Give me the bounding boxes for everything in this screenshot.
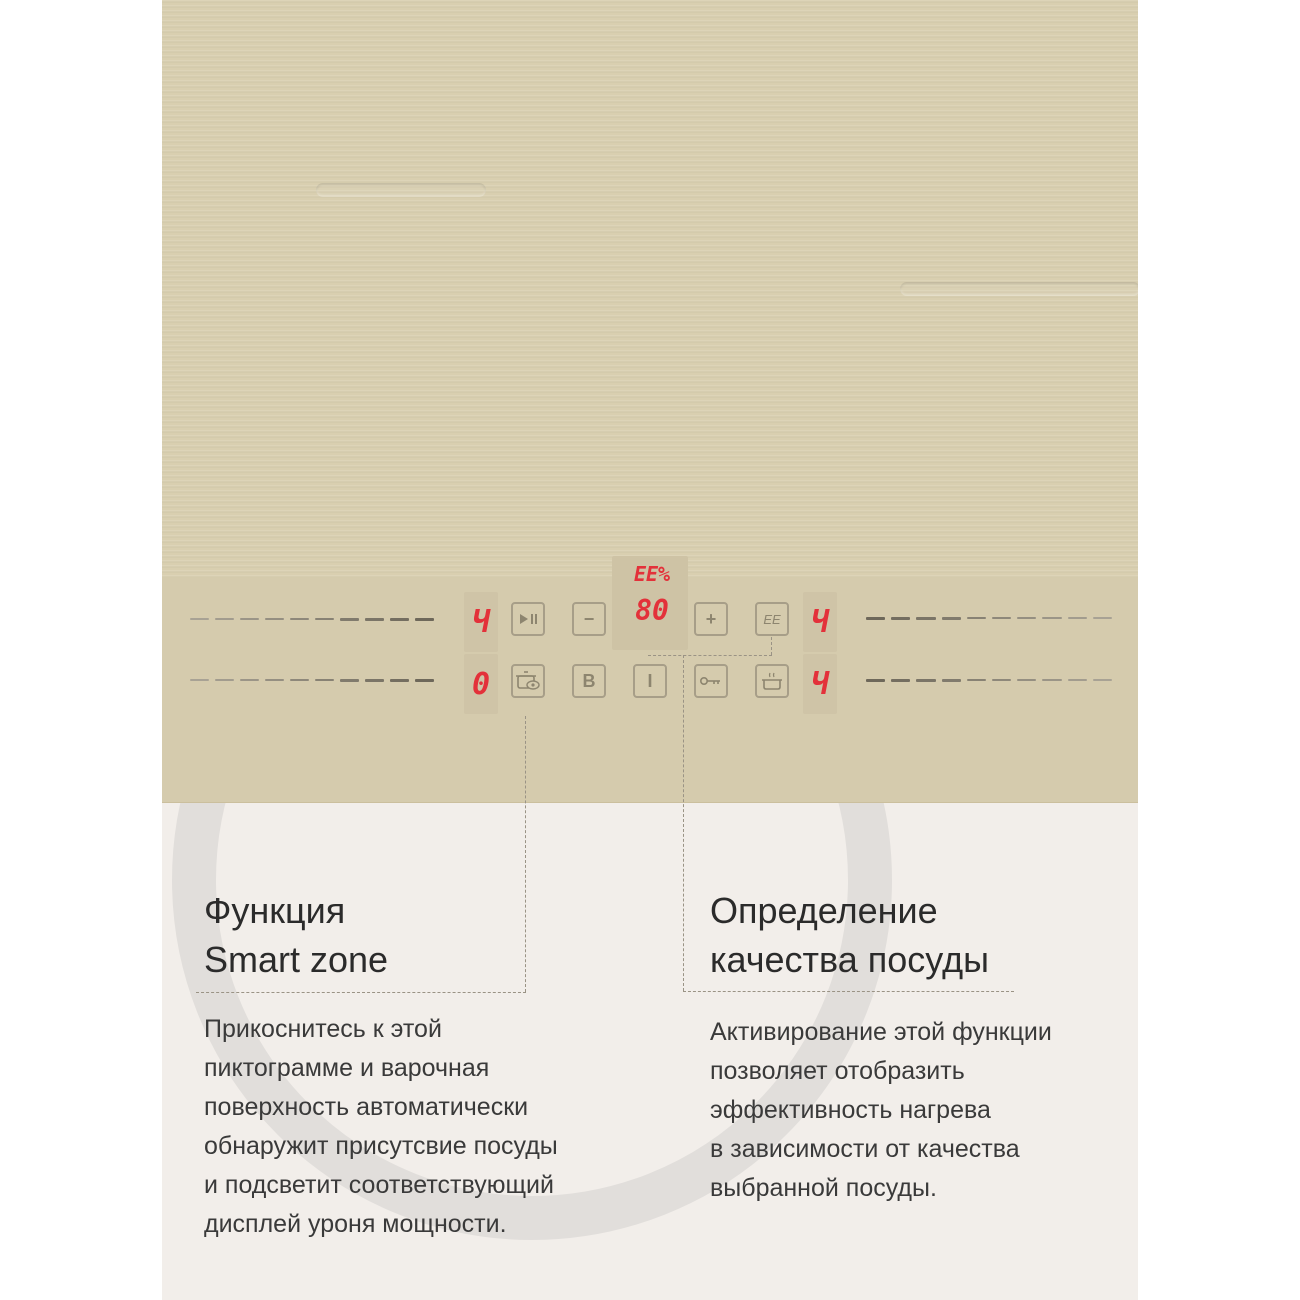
slider-segment bbox=[415, 618, 434, 621]
ee-button[interactable]: EE bbox=[755, 602, 789, 636]
slider-segment bbox=[967, 679, 986, 681]
cookware-quality-description: Активирование этой функции позволяет отобразить эффективность нагрева в зависимости от качества выбранной посуды. bbox=[710, 1018, 1052, 1202]
key-icon bbox=[699, 675, 723, 687]
slider-segment bbox=[942, 679, 961, 682]
cookware-icon bbox=[760, 671, 784, 691]
slider-segment bbox=[365, 618, 384, 621]
product-card bbox=[162, 0, 1138, 1300]
surface-groove bbox=[900, 282, 1138, 296]
slider-segment bbox=[390, 618, 409, 621]
slider-segment bbox=[1093, 617, 1112, 619]
slider-segment bbox=[891, 679, 910, 682]
slider-segment bbox=[390, 679, 409, 682]
smart-zone-callout-line bbox=[196, 992, 526, 993]
slider-segment bbox=[240, 618, 259, 620]
surface-groove bbox=[316, 183, 486, 197]
power-button[interactable]: I bbox=[633, 664, 667, 698]
slider-segment bbox=[315, 679, 334, 681]
plus-button[interactable]: + bbox=[694, 602, 728, 636]
slider-segment bbox=[290, 679, 309, 681]
cookware-callout-line bbox=[683, 991, 1014, 992]
right-bottom-slider[interactable] bbox=[866, 679, 1112, 682]
slider-segment bbox=[992, 679, 1011, 681]
slider-segment bbox=[866, 679, 885, 682]
slider-segment bbox=[190, 618, 209, 620]
slider-segment bbox=[1068, 679, 1087, 681]
slider-segment bbox=[340, 679, 359, 682]
slider-segment bbox=[240, 679, 259, 681]
efficiency-display: EE% bbox=[633, 562, 671, 586]
slider-segment bbox=[891, 617, 910, 620]
lock-button[interactable] bbox=[694, 664, 728, 698]
smart-zone-description: Прикоснитесь к этой пиктограмме и варочная поверхность автоматически обнаружит присутсвие посуды и подсветит соответствующий дисплей уроня мощности. bbox=[204, 1015, 558, 1238]
cookware-detect-button[interactable] bbox=[755, 664, 789, 698]
booster-button[interactable]: B bbox=[572, 664, 606, 698]
play-pause-icon bbox=[517, 611, 539, 627]
cookware-callout-line bbox=[683, 655, 684, 991]
cookware-quality-title: Определение качества посуды bbox=[710, 890, 989, 980]
right-top-slider[interactable] bbox=[866, 617, 1112, 620]
slider-segment bbox=[215, 618, 234, 620]
slider-segment bbox=[1042, 679, 1061, 681]
slider-segment bbox=[866, 617, 885, 620]
play-pause-button[interactable] bbox=[511, 602, 545, 636]
slider-segment bbox=[1068, 617, 1087, 619]
left-top-slider[interactable] bbox=[190, 618, 434, 621]
display-connector bbox=[648, 655, 772, 656]
slider-segment bbox=[365, 679, 384, 682]
slider-segment bbox=[265, 679, 284, 681]
left-bottom-slider[interactable] bbox=[190, 679, 434, 682]
slider-segment bbox=[916, 617, 935, 620]
slider-segment bbox=[315, 618, 334, 620]
smart-zone-title: Функция Smart zone bbox=[204, 890, 389, 980]
slider-segment bbox=[340, 618, 359, 621]
minus-button[interactable]: − bbox=[572, 602, 606, 636]
slider-segment bbox=[992, 617, 1011, 619]
pot-eye-icon bbox=[515, 670, 541, 692]
smart-zone-button[interactable] bbox=[511, 664, 545, 698]
slider-segment bbox=[1093, 679, 1112, 681]
hob-surface bbox=[162, 0, 1138, 803]
slider-segment bbox=[942, 617, 961, 620]
left-bottom-level-display: 0 bbox=[464, 654, 498, 714]
slider-segment bbox=[1042, 617, 1061, 619]
power-display: 80 bbox=[635, 594, 669, 627]
slider-segment bbox=[1017, 679, 1036, 681]
left-top-level-display: Ч bbox=[464, 592, 498, 652]
slider-segment bbox=[290, 618, 309, 620]
slider-segment bbox=[1017, 617, 1036, 619]
right-top-level-display: Ч bbox=[803, 592, 837, 652]
smart-zone-callout-line bbox=[525, 716, 526, 992]
slider-segment bbox=[215, 679, 234, 681]
right-bottom-level-display: Ч bbox=[803, 654, 837, 714]
slider-segment bbox=[916, 679, 935, 682]
slider-segment bbox=[265, 618, 284, 620]
slider-segment bbox=[415, 679, 434, 682]
display-connector bbox=[771, 637, 772, 655]
slider-segment bbox=[190, 679, 209, 681]
slider-segment bbox=[967, 617, 986, 619]
